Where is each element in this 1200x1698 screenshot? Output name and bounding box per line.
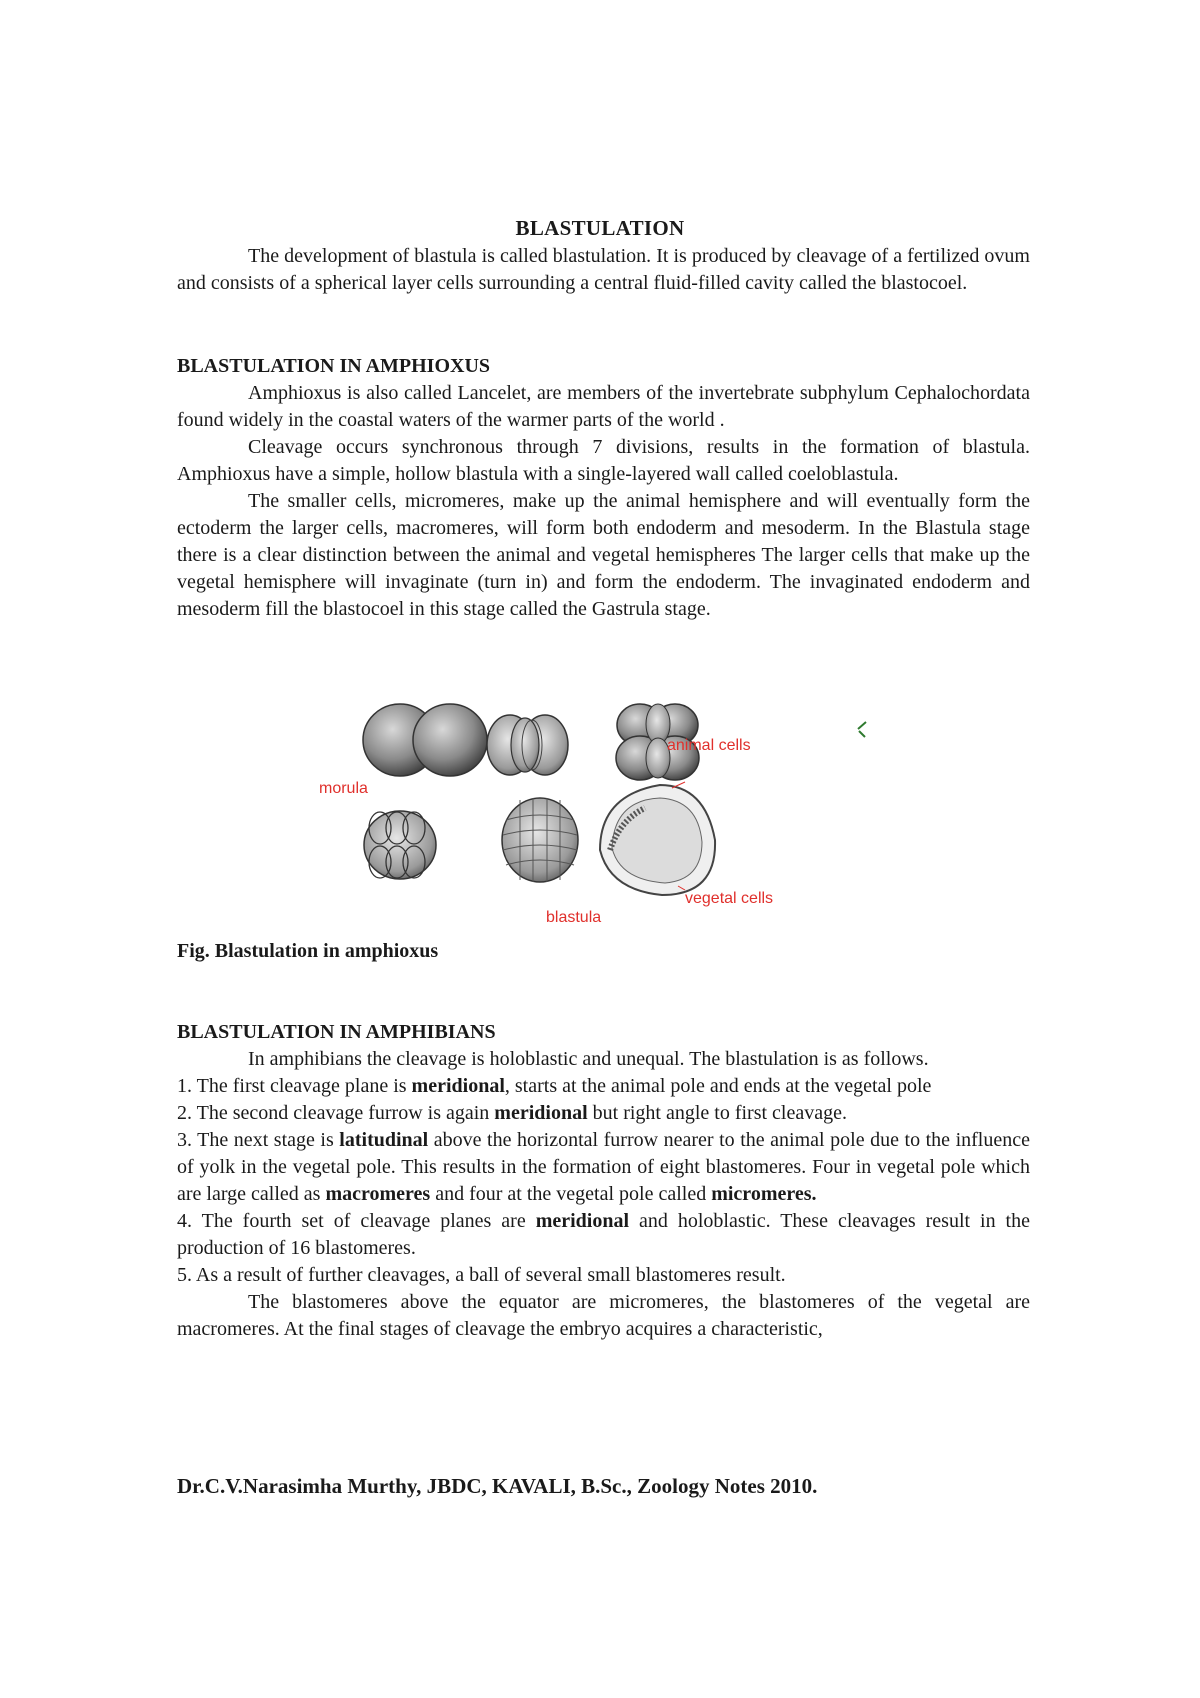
stray-mark: [856, 719, 870, 739]
cleavage-figure: [300, 700, 880, 935]
page-footer: Dr.C.V.Narasimha Murthy, JBDC, KAVALI, B.Sc., Zoology Notes 2010.: [177, 1474, 818, 1498]
blastula-label: blastula: [546, 909, 602, 926]
amphibians-step-4: 4. The fourth set of cleavage planes are meridional and holoblastic. These cleavages result in the production of 16 blastomeres.: [177, 1210, 1030, 1259]
amphibians-final-paragraph: The blastomeres above the equator are micromeres, the blastomeres of the vegetal are macromeres. At the final stages of cleavage the embryo acquires a characteristic,: [177, 1291, 1030, 1340]
morula-label: morula: [319, 780, 368, 797]
amphioxus-heading: BLASTULATION IN AMPHIOXUS: [177, 355, 491, 377]
cleavage-illustration: [300, 700, 880, 935]
intro-paragraph: The development of blastula is called blastulation. It is produced by cleavage of a fertilized ovum and consists of a spherical layer cells surrounding a central fluid-filled cavity called the blastocoel.: [177, 245, 1030, 294]
amphibians-heading: BLASTULATION IN AMPHIBIANS: [177, 1021, 496, 1043]
amphibians-step-1: 1. The first cleavage plane is meridional, starts at the animal pole and ends at the vegetal pole: [177, 1075, 932, 1097]
four-cell-stage: [487, 715, 568, 775]
vegetal-cells-label: vegetal cells: [685, 890, 774, 907]
animal-cells-label: animal cells: [667, 737, 751, 754]
amphibians-step-2: 2. The second cleavage furrow is again meridional but right angle to first cleavage.: [177, 1102, 847, 1124]
amphibians-step-3: 3. The next stage is latitudinal above the horizontal furrow nearer to the animal pole due to the influence of yolk in the vegetal pole. This results in the formation of eight blastomeres. Four in vegetal pole which are large called as macromeres and four at the vegetal pole called micromeres.: [177, 1129, 1030, 1205]
blastula-section: [600, 785, 715, 895]
intro-section: [177, 243, 1030, 297]
amphibians-step-5: 5. As a result of further cleavages, a ball of several small blastomeres result.: [177, 1264, 786, 1286]
amphioxus-paragraph-3: The smaller cells, micromeres, make up the animal hemisphere and will eventually form the ectoderm the larger cells, macromeres, will form both endoderm and mesoderm. In the Blastula stage there is a clear distinction between the animal and vegetal hemispheres The larger cells that make up the vegetal hemisphere will invaginate (turn in) and form the endoderm. The invaginated endoderm and mesoderm fill the blastocoel in this stage called the Gastrula stage.: [177, 490, 1030, 620]
amphioxus-paragraph-2: Cleavage occurs synchronous through 7 divisions, results in the formation of blastula. Amphioxus have a simple, hollow blastula with a single-layered wall called coeloblastula.: [177, 436, 1030, 485]
amphibians-intro: In amphibians the cleavage is holoblastic and unequal. The blastulation is as follows.: [248, 1048, 929, 1070]
two-cell-stage: [363, 704, 487, 776]
morula-stage: [364, 811, 436, 879]
page-title: BLASTULATION: [515, 216, 685, 240]
blastula-stage: [502, 798, 578, 882]
amphioxus-section: [177, 353, 1030, 623]
figure-caption: Fig. Blastulation in amphioxus: [177, 940, 439, 962]
amphioxus-paragraph-1: Amphioxus is also called Lancelet, are members of the invertebrate subphylum Cephalochordata found widely in the coastal waters of the warmer parts of the world .: [177, 382, 1030, 431]
amphibians-section: [177, 1019, 1030, 1343]
